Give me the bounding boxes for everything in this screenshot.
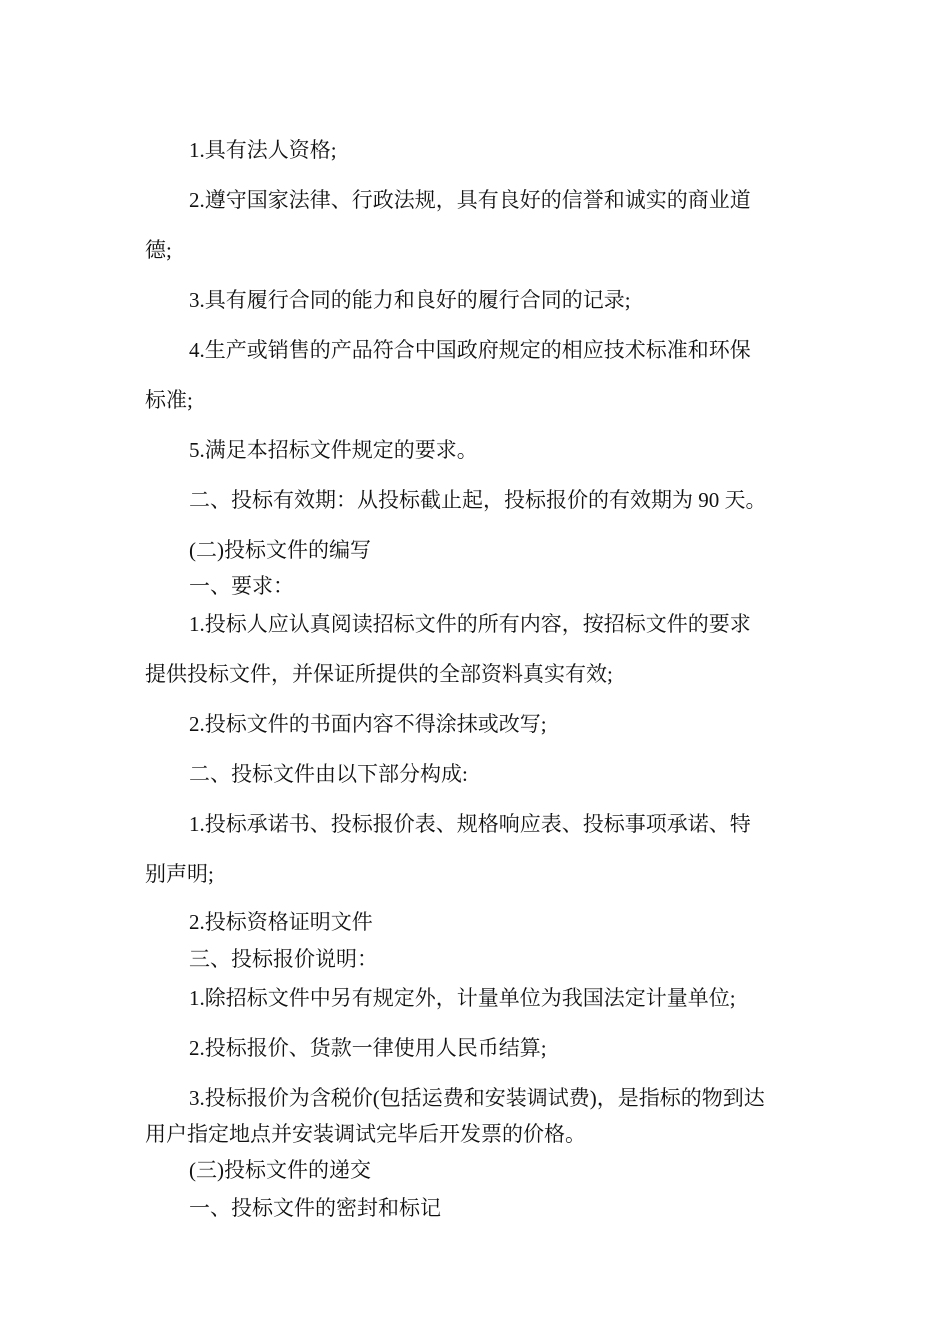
subsection-heading: 二、投标文件由以下部分构成: — [189, 762, 468, 786]
paragraph-line: 1.投标人应认真阅读招标文件的所有内容，按招标文件的要求 — [189, 612, 751, 636]
paragraph-line: 德; — [145, 238, 172, 262]
subsection-heading: 一、投标文件的密封和标记 — [189, 1196, 441, 1220]
section-heading: (二)投标文件的编写 — [189, 538, 371, 562]
paragraph-line: 1.具有法人资格; — [189, 138, 337, 162]
paragraph-line: 1.投标承诺书、投标报价表、规格响应表、投标事项承诺、特 — [189, 812, 751, 836]
paragraph-line: 二、投标有效期：从投标截止起，投标报价的有效期为 90 天。 — [189, 488, 767, 512]
paragraph-line: 4.生产或销售的产品符合中国政府规定的相应技术标准和环保 — [189, 338, 751, 362]
section-heading: (三)投标文件的递交 — [189, 1158, 371, 1182]
paragraph-line: 2.投标资格证明文件 — [189, 910, 373, 934]
paragraph-line: 用户指定地点并安装调试完毕后开发票的价格。 — [145, 1122, 586, 1146]
paragraph-line: 提供投标文件，并保证所提供的全部资料真实有效; — [145, 662, 613, 686]
paragraph-line: 5.满足本招标文件规定的要求。 — [189, 438, 478, 462]
subsection-heading: 三、投标报价说明： — [189, 947, 378, 971]
paragraph-line: 2.投标报价、货款一律使用人民币结算; — [189, 1036, 547, 1060]
paragraph-line: 1.除招标文件中另有规定外，计量单位为我国法定计量单位; — [189, 986, 736, 1010]
paragraph-line: 3.具有履行合同的能力和良好的履行合同的记录; — [189, 288, 631, 312]
paragraph-line: 2.遵守国家法律、行政法规，具有良好的信誉和诚实的商业道 — [189, 188, 751, 212]
paragraph-line: 2.投标文件的书面内容不得涂抹或改写; — [189, 712, 547, 736]
paragraph-line: 3.投标报价为含税价(包括运费和安装调试费)，是指标的物到达 — [189, 1086, 765, 1110]
subsection-heading: 一、要求： — [189, 574, 294, 598]
paragraph-line: 标准; — [145, 388, 193, 412]
paragraph-line: 别声明; — [145, 862, 214, 886]
